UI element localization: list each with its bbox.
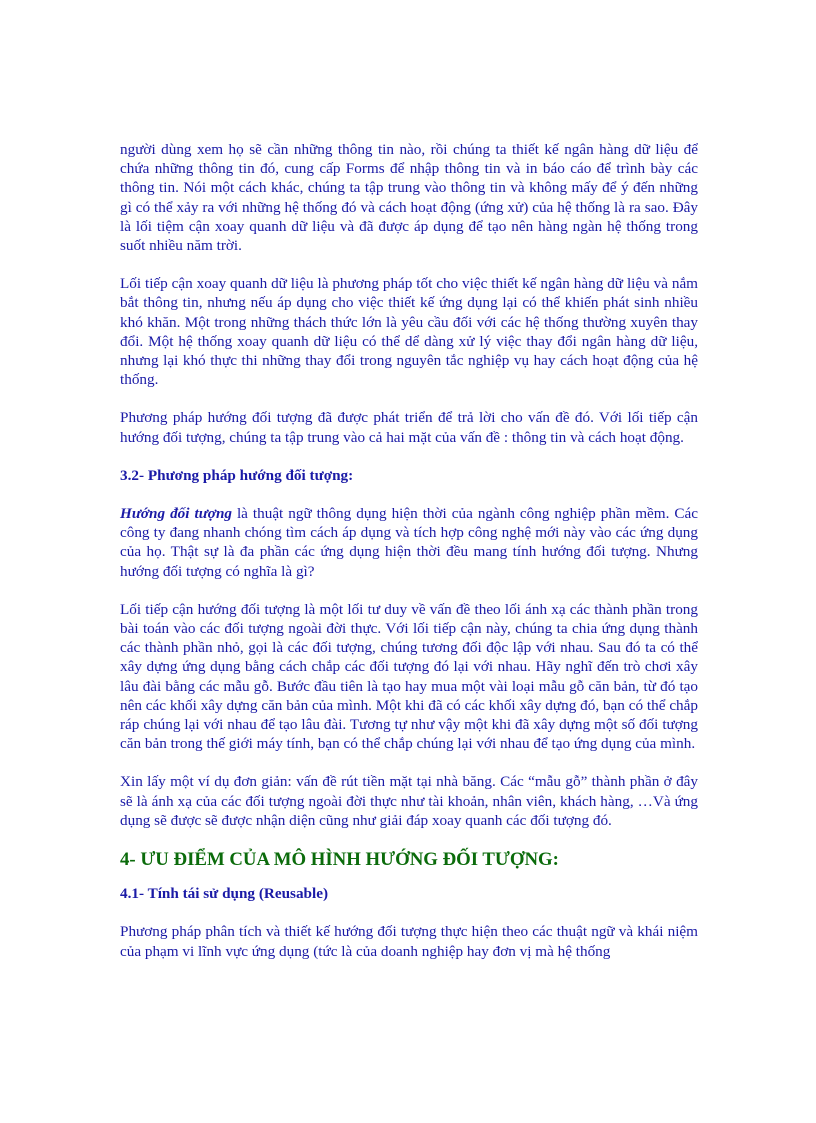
paragraph-data-centric-intro: người dùng xem họ sẽ cần những thông tin nào, rồi chúng ta thiết kế ngân hàng dữ liệu để chứa những thông tin đó, cung cấp Forms để nhập thông tin và in báo cáo để trình bày các thông tin. Nói một cách khác, chúng ta tập trung vào thông tin và không mấy để ý đến những gì có thể xảy ra với những hệ thống đó và cách hoạt động (ứng xử) của hệ thống là ra sao. Đây là lối tiệm cận xoay quanh dữ liệu và đã được áp dụng để tạo nên hàng ngàn hệ thống trong suốt nhiều năm trời.	[120, 141, 698, 255]
term-object-oriented: Hướng đối tượng	[120, 505, 232, 523]
paragraph-oo-approach: Lối tiếp cận hướng đối tượng là một lối tư duy về vấn đề theo lối ánh xạ các thành phần trong bài toán vào các đối tượng ngoài đời thực. Với lối tiếp cận này, chúng ta chia ứng dụng thành các thành phần nhỏ, gọi là các đối tượng, chúng tương đối độc lập với nhau. Sau đó ta có thể xây dựng ứng dụng bằng cách chắp các đối tượng đó lại với nhau. Hãy nghĩ đến trò chơi xây lâu đài bằng các mẫu gỗ. Bước đầu tiên là tạo hay mua một vài loại mẫu gỗ căn bản, từ đó tạo nên các khối xây dựng căn bản của mình. Một khi đã có các khối xây dựng đó, bạn có thể chắp ráp chúng lại với nhau để tạo lâu đài. Tương tự như vậy một khi đã xây dựng một số đối tượng căn bản trong thế giới máy tính, bạn có thể chắp chúng lại với nhau để tạo ứng dụng của mình.	[120, 600, 698, 753]
paragraph-oo-definition	[120, 504, 698, 581]
paragraph-reusable: Phương pháp phân tích và thiết kế hướng đối tượng thực hiện theo các thuật ngữ và khái niệm của phạm vi lĩnh vực ứng dụng (tức là của doanh nghiệp hay đơn vị mà hệ thống	[120, 923, 698, 960]
heading-section-3-2: 3.2- Phương pháp hướng đối tượng:	[120, 466, 354, 484]
heading-section-4: 4- ƯU ĐIỂM CỦA MÔ HÌNH HƯỚNG ĐỐI TƯỢNG:	[120, 849, 559, 871]
heading-section-4-1: 4.1- Tính tái sử dụng (Reusable)	[120, 885, 329, 903]
paragraph-data-centric-limits: Lối tiếp cận xoay quanh dữ liệu là phương pháp tốt cho việc thiết kế ngân hàng dữ liệu và nắm bắt thông tin, nhưng nếu áp dụng cho việc thiết kế ứng dụng lại có thể khiến phát sinh nhiều khó khăn. Một trong những thách thức lớn là yêu cầu đối với các hệ thống thường xuyên thay đổi. Một hệ thống xoay quanh dữ liệu có thể dể dàng xử lý việc thay đổi ngân hàng dữ liệu, nhưng lại khó thực thi những thay đổi trong nguyên tắc nghiệp vụ hay cách hoạt động của hệ thống.	[120, 275, 698, 389]
paragraph-bank-example: Xin lấy một ví dụ đơn giản: vấn đề rút tiền mặt tại nhà băng. Các “mẫu gỗ” thành phần ở đây sẽ là ánh xạ của các đối tượng ngoài đời thực như tài khoản, nhân viên, khách hàng, …Và ứng dụng sẽ được sẽ được nhận diện cũng như giải đáp xoay quanh các đối tượng đó.	[120, 773, 698, 829]
paragraph-oo-definition-text: là thuật ngữ thông dụng hiện thời của ngành công nghiệp phần mềm. Các công ty đang nhanh chóng tìm cách áp dụng và tích hợp công nghệ mới này vào các ứng dụng của họ. Thật sự là đa phần các ứng dụng hiện thời đều mang tính hướng đối tượng. Nhưng hướng đối tượng có nghĩa là gì?	[120, 505, 698, 580]
paragraph-oo-answer: Phương pháp hướng đối tượng đã được phát triển để trả lời cho vấn đề đó. Với lối tiếp cận hướng đối tượng, chúng ta tập trung vào cả hai mặt của vấn đề : thông tin và cách hoạt động.	[120, 409, 698, 446]
document-page	[120, 140, 698, 980]
